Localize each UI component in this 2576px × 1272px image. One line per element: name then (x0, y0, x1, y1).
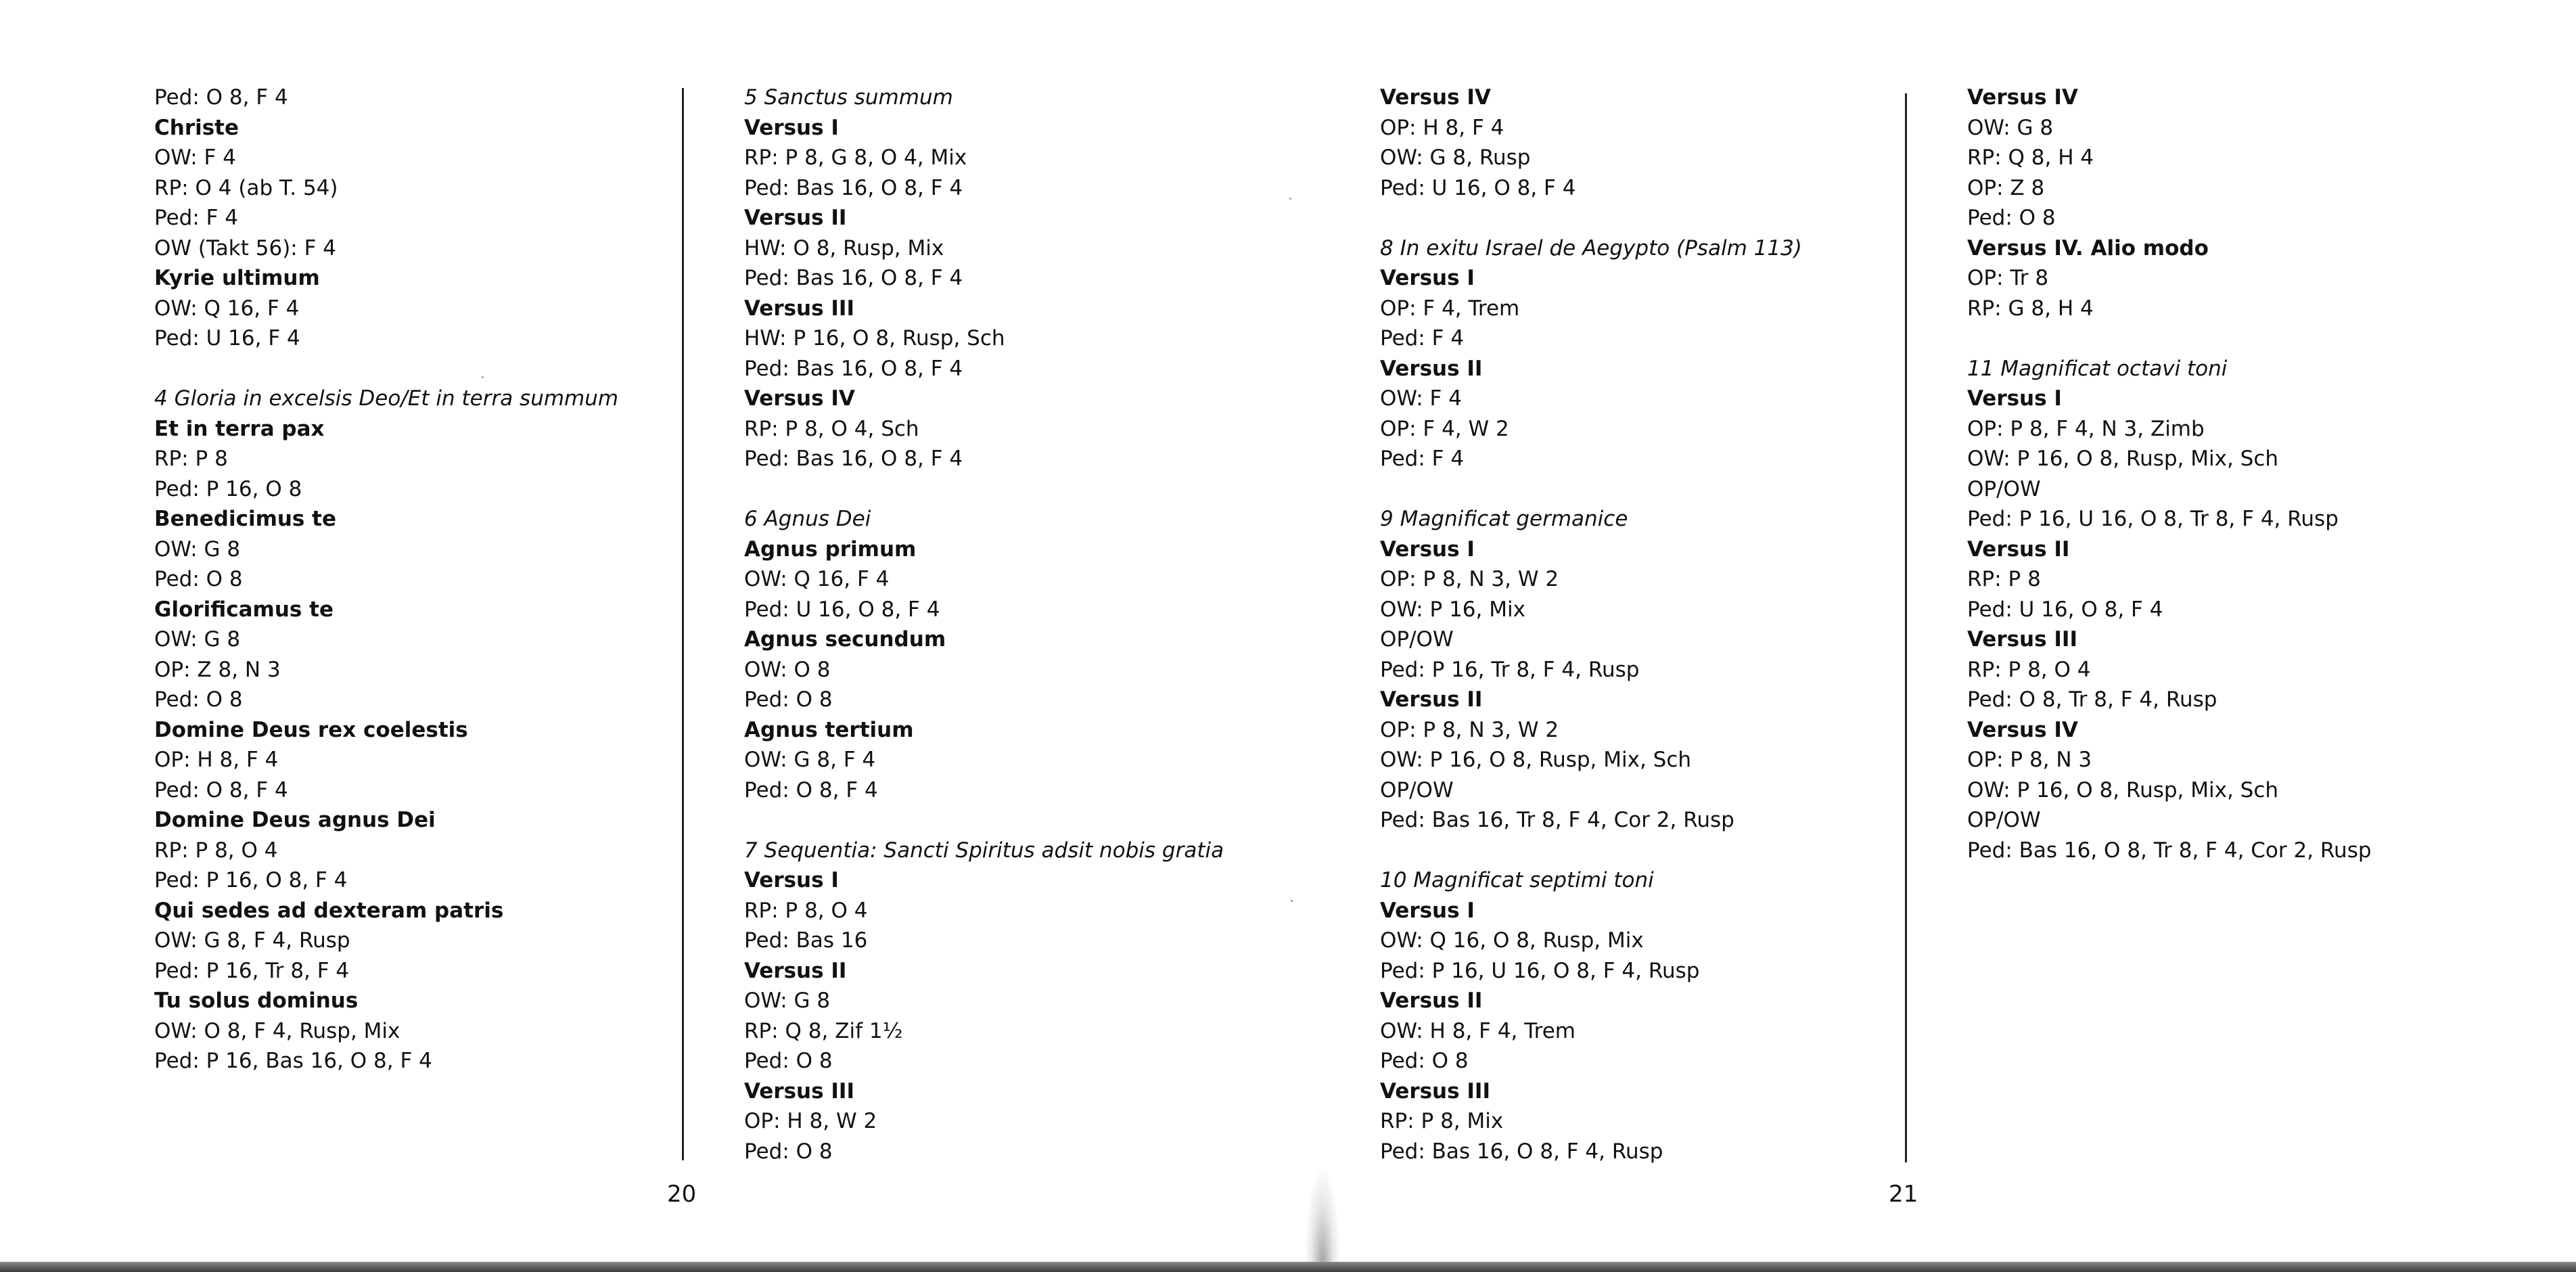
registration-line: OP/OW (1967, 476, 2041, 501)
section-heading: Versus II (1380, 687, 1483, 712)
registration-line: OW: G 8, Rusp (1380, 145, 1531, 170)
section-heading: Versus I (1967, 386, 2062, 411)
registration-line: Ped: F 4 (1380, 447, 1465, 471)
right-page-column-2 (1967, 83, 2372, 865)
registration-line: Ped: F 4 (154, 206, 239, 230)
registration-line: OP/OW (1967, 808, 2041, 832)
registration-line: OP: Z 8 (1967, 175, 2045, 200)
registration-line: Ped: P 16, O 8 (154, 476, 302, 501)
registration-line: RP: P 8 (1967, 567, 2041, 591)
spacer (1380, 203, 1802, 233)
piece-title: 4 Gloria in excelsis Deo/Et in terra summum (154, 386, 619, 411)
registration-line: Ped: P 16, Bas 16, O 8, F 4 (154, 1049, 432, 1073)
registration-line: Ped: Bas 16, O 8, F 4 (744, 447, 963, 471)
registration-line: RP: P 8, O 4 (744, 898, 868, 923)
registration-line: OW: F 4 (154, 145, 236, 170)
spacer (154, 354, 618, 384)
registration-line: OW: O 8 (744, 657, 831, 682)
registration-line: RP: P 8, O 4 (1967, 657, 2091, 682)
page-number-right: 21 (1889, 1181, 1918, 1208)
registration-line: OW (Takt 56): F 4 (154, 235, 337, 260)
piece-title: 9 Magnificat germanice (1380, 507, 1628, 531)
registration-line: OW: P 16, O 8, Rusp, Mix, Sch (1967, 447, 2279, 471)
spacer (1967, 323, 2372, 354)
registration-line: OP: Z 8, N 3 (154, 657, 281, 682)
registration-line: RP: P 8, O 4 (154, 838, 278, 863)
section-heading: Christe (154, 115, 239, 140)
section-heading: Versus I (1380, 537, 1475, 562)
section-heading: Versus III (1380, 1078, 1490, 1104)
page-number-left: 20 (667, 1181, 697, 1208)
section-heading: Versus IV (1380, 85, 1491, 110)
registration-line: Ped: O 8 (154, 687, 243, 712)
registration-line: OW: P 16, O 8, Rusp, Mix, Sch (1380, 748, 1692, 772)
registration-line: Ped: P 16, Tr 8, F 4 (154, 958, 350, 983)
registration-line: Ped: P 16, U 16, O 8, Tr 8, F 4, Rusp (1967, 507, 2339, 531)
registration-line: HW: P 16, O 8, Rusp, Sch (744, 326, 1005, 350)
section-heading: Qui sedes ad dexteram patris (154, 898, 504, 923)
registration-line: OP: P 8, N 3, W 2 (1380, 717, 1559, 742)
registration-line: RP: P 8, O 4, Sch (744, 416, 919, 441)
registration-line: Ped: O 8, F 4 (744, 777, 878, 802)
registration-line: RP: O 4 (ab T. 54) (154, 175, 338, 200)
registration-line: Ped: Bas 16 (744, 928, 868, 953)
registration-line: Ped: O 8 (154, 567, 243, 591)
registration-line: Ped: O 8, Tr 8, F 4, Rusp (1967, 687, 2217, 712)
registration-line: OW: Q 16, F 4 (744, 567, 890, 591)
section-heading: Versus I (744, 868, 839, 892)
section-heading: Versus II (1967, 537, 2070, 562)
scan-bottom-edge (0, 1262, 2576, 1272)
registration-line: OW: Q 16, F 4 (154, 296, 300, 321)
section-heading: Et in terra pax (154, 416, 325, 441)
section-heading: Versus III (744, 296, 854, 321)
registration-line: Ped: P 16, O 8, F 4 (154, 868, 348, 892)
registration-line: Ped: U 16, F 4 (154, 326, 300, 350)
section-heading: Versus I (1380, 266, 1475, 290)
left-page-column-1 (154, 83, 618, 1076)
section-heading: Versus II (1380, 989, 1483, 1013)
section-heading: Benedicimus te (154, 507, 337, 531)
registration-line: RP: P 8, G 8, O 4, Mix (744, 145, 967, 170)
registration-line: Ped: Bas 16, O 8, F 4 (744, 266, 963, 290)
section-heading: Versus II (744, 958, 847, 983)
registration-line: Ped: Bas 16, O 8, F 4 (744, 356, 963, 381)
book-spine-shadow (1306, 1171, 1339, 1265)
section-heading: Versus II (1380, 356, 1483, 381)
registration-line: OW: G 8 (744, 989, 831, 1013)
section-heading: Domine Deus rex coelestis (154, 717, 468, 742)
section-heading: Tu solus dominus (154, 989, 359, 1013)
registration-line: OW: G 8, F 4 (744, 748, 876, 772)
registration-line: OP: P 8, N 3, W 2 (1380, 567, 1559, 591)
piece-title: 5 Sanctus summum (744, 85, 953, 110)
registration-line: RP: P 8 (154, 447, 228, 471)
registration-line: OW: G 8 (154, 627, 241, 652)
registration-line: Ped: U 16, O 8, F 4 (1380, 175, 1576, 200)
registration-line: Ped: O 8 (1380, 1049, 1469, 1073)
registration-line: Ped: Bas 16, Tr 8, F 4, Cor 2, Rusp (1380, 808, 1734, 832)
section-heading: Versus IV. Alio modo (1967, 235, 2209, 260)
registration-line: Ped: Bas 16, O 8, F 4, Rusp (1380, 1139, 1663, 1164)
piece-title: 6 Agnus Dei (744, 507, 871, 531)
scan-speck (1291, 900, 1293, 902)
registration-line: OW: Q 16, O 8, Rusp, Mix (1380, 928, 1644, 953)
section-heading: Versus IV (744, 386, 855, 411)
piece-title: 11 Magnificat octavi toni (1967, 356, 2228, 381)
registration-line: OP: H 8, F 4 (1380, 115, 1504, 140)
section-heading: Versus I (744, 115, 839, 140)
section-heading: Kyrie ultimum (154, 266, 320, 290)
piece-title: 10 Magnificat septimi toni (1380, 868, 1654, 892)
section-heading: Domine Deus agnus Dei (154, 808, 436, 832)
registration-line: OW: H 8, F 4, Trem (1380, 1018, 1576, 1043)
left-page-column-2 (744, 83, 1224, 1166)
registration-line: OW: O 8, F 4, Rusp, Mix (154, 1018, 400, 1043)
registration-line: Ped: Bas 16, O 8, Tr 8, F 4, Cor 2, Rusp (1967, 838, 2372, 863)
spacer (1380, 474, 1802, 505)
scan-speck (482, 376, 484, 378)
registration-line: HW: O 8, Rusp, Mix (744, 235, 944, 260)
section-heading: Agnus secundum (744, 627, 946, 652)
registration-line: OP: P 8, N 3 (1967, 748, 2092, 772)
column-divider-left (682, 88, 684, 1160)
registration-line: OW: G 8 (154, 537, 241, 562)
registration-line: Ped: P 16, U 16, O 8, F 4, Rusp (1380, 958, 1700, 983)
right-page-column-1 (1380, 83, 1802, 1166)
registration-line: OP: F 4, Trem (1380, 296, 1520, 321)
registration-line: RP: P 8, Mix (1380, 1109, 1504, 1133)
registration-line: OW: G 8, F 4, Rusp (154, 928, 350, 953)
section-heading: Versus III (1967, 627, 2077, 652)
registration-line: Ped: O 8 (744, 1139, 833, 1164)
section-heading: Versus I (1380, 898, 1475, 923)
registration-line: Ped: O 8 (744, 687, 833, 712)
scan-speck (1289, 198, 1291, 200)
registration-line: OW: P 16, Mix (1380, 597, 1525, 622)
registration-line: Ped: O 8 (744, 1049, 833, 1073)
registration-line: Ped: O 8, F 4 (154, 777, 288, 802)
piece-title: 8 In exitu Israel de Aegypto (Psalm 113) (1380, 235, 1802, 260)
spacer (744, 805, 1224, 836)
registration-line: OP/OW (1380, 627, 1454, 652)
registration-line: OP: P 8, F 4, N 3, Zimb (1967, 416, 2205, 441)
registration-line: OW: F 4 (1380, 386, 1462, 411)
registration-line: RP: G 8, H 4 (1967, 296, 2094, 321)
section-heading: Versus IV (1967, 717, 2078, 742)
section-heading: Versus IV (1967, 85, 2078, 110)
piece-title: 7 Sequentia: Sancti Spiritus adsit nobis gratia (744, 838, 1224, 863)
spacer (1380, 836, 1802, 866)
registration-line: Ped: Bas 16, O 8, F 4 (744, 175, 963, 200)
section-heading: Agnus primum (744, 537, 917, 562)
registration-line: OP: H 8, F 4 (154, 748, 279, 772)
registration-line: OW: G 8 (1967, 115, 2054, 140)
registration-line: OP/OW (1380, 777, 1454, 802)
registration-line: Ped: O 8 (1967, 206, 2056, 230)
spacer (744, 474, 1224, 505)
registration-line: Ped: F 4 (1380, 326, 1465, 350)
registration-line: OP: F 4, W 2 (1380, 416, 1509, 441)
registration-line: RP: Q 8, Zif 1½ (744, 1018, 903, 1043)
section-heading: Versus III (744, 1078, 854, 1104)
registration-line: Ped: P 16, Tr 8, F 4, Rusp (1380, 657, 1640, 682)
registration-line: OP: Tr 8 (1967, 266, 2049, 290)
registration-line: Ped: O 8, F 4 (154, 85, 288, 110)
registration-line: OW: P 16, O 8, Rusp, Mix, Sch (1967, 777, 2279, 802)
registration-line: RP: Q 8, H 4 (1967, 145, 2094, 170)
section-heading: Agnus tertium (744, 717, 914, 742)
registration-line: Ped: U 16, O 8, F 4 (1967, 597, 2163, 622)
column-divider-right (1905, 93, 1907, 1162)
registration-line: Ped: U 16, O 8, F 4 (744, 597, 940, 622)
registration-line: OP: H 8, W 2 (744, 1109, 877, 1133)
section-heading: Versus II (744, 206, 847, 230)
section-heading: Glorificamus te (154, 597, 334, 622)
